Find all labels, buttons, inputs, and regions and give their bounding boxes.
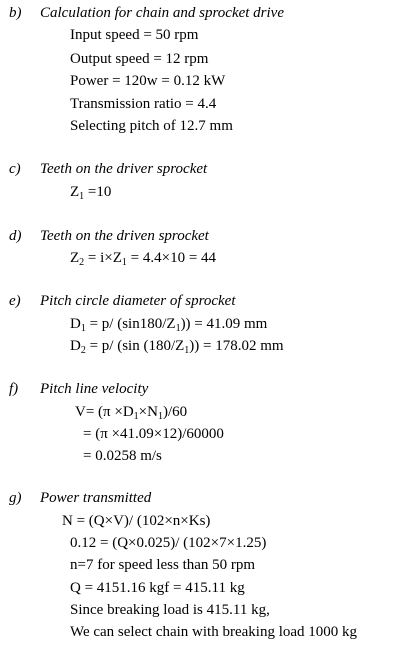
- subscript: 1: [121, 257, 127, 268]
- subscript: 1: [133, 411, 139, 422]
- section-b-letter: b): [9, 5, 22, 21]
- d1-value: )) = 41.09 mm: [180, 316, 268, 332]
- breaking-load-line: Since breaking load is 415.11 kg,: [70, 602, 270, 618]
- section-f-title: Pitch line velocity: [40, 381, 149, 397]
- section-c-title: Teeth on the driver sprocket: [40, 161, 208, 177]
- section-f-heading: [9, 381, 148, 398]
- subscript: 1: [79, 191, 85, 202]
- subscript: 2: [80, 345, 86, 356]
- subscript: 2: [79, 257, 85, 268]
- load-result-line: Q = 4151.16 kgf = 415.11 kg: [70, 580, 245, 596]
- subscript: 1: [80, 323, 86, 334]
- d-symbol: D: [70, 338, 81, 354]
- section-e-letter: e): [9, 293, 21, 309]
- speed-factor-line: n=7 for speed less than 50 rpm: [70, 557, 256, 573]
- velocity-formula-line: [75, 404, 187, 421]
- section-f-letter: f): [9, 381, 19, 397]
- d2-value: )) = 178.02 mm: [189, 338, 284, 354]
- power-substitution-line: 0.12 = (Q×0.025)/ (102×7×1.25): [70, 535, 267, 551]
- driver-teeth-value: =10: [84, 184, 112, 200]
- section-g-title: Power transmitted: [40, 490, 152, 506]
- velocity-formula-start: V= (π ×D: [75, 404, 134, 420]
- pitch-selection-line: Selecting pitch of 12.7 mm: [70, 118, 233, 134]
- output-speed-line: Output speed = 12 rpm: [70, 51, 209, 67]
- section-e-heading: [9, 293, 236, 310]
- section-c-letter: c): [9, 161, 21, 177]
- section-d-letter: d): [9, 228, 22, 244]
- subscript: 1: [175, 323, 181, 334]
- d1-formula: = p/ (sin180/Z: [85, 316, 176, 332]
- section-g-letter: g): [9, 490, 22, 506]
- z-symbol: Z: [70, 250, 80, 266]
- subscript: 1: [184, 345, 190, 356]
- d2-formula: = p/ (sin (180/Z: [85, 338, 185, 354]
- velocity-result-line: = 0.0258 m/s: [83, 448, 162, 464]
- driven-teeth-value: = 4.4×10 = 44: [126, 250, 217, 266]
- power-formula-line: N = (Q×V)/ (102×n×Ks): [62, 513, 211, 529]
- section-c-heading: [9, 161, 207, 178]
- input-speed-line: Input speed = 50 rpm: [70, 27, 199, 43]
- driver-teeth-line: [70, 184, 111, 201]
- subscript: 1: [157, 411, 163, 422]
- section-b-heading: [9, 5, 284, 22]
- driven-teeth-line: [70, 250, 216, 267]
- section-b-title: Calculation for chain and sprocket drive: [40, 5, 284, 21]
- velocity-formula-mid: ×N: [138, 404, 158, 420]
- section-e-title: Pitch circle diameter of sprocket: [40, 293, 236, 309]
- chain-selection-line: We can select chain with breaking load 1000 kg: [70, 624, 358, 640]
- pitch-diameter-d2-line: [70, 338, 284, 355]
- velocity-formula-end: )/60: [162, 404, 188, 420]
- z-symbol: Z: [70, 184, 80, 200]
- section-d-heading: [9, 228, 209, 245]
- pitch-diameter-d1-line: [70, 316, 267, 333]
- section-d-title: Teeth on the driven sprocket: [40, 228, 209, 244]
- d-symbol: D: [70, 316, 81, 332]
- power-line: Power = 120w = 0.12 kW: [70, 73, 226, 89]
- transmission-ratio-line: Transmission ratio = 4.4: [70, 96, 217, 112]
- section-g-heading: [9, 490, 151, 507]
- driven-teeth-formula: = i×Z: [84, 250, 122, 266]
- velocity-substitution-line: = (π ×41.09×12)/60000: [83, 426, 224, 442]
